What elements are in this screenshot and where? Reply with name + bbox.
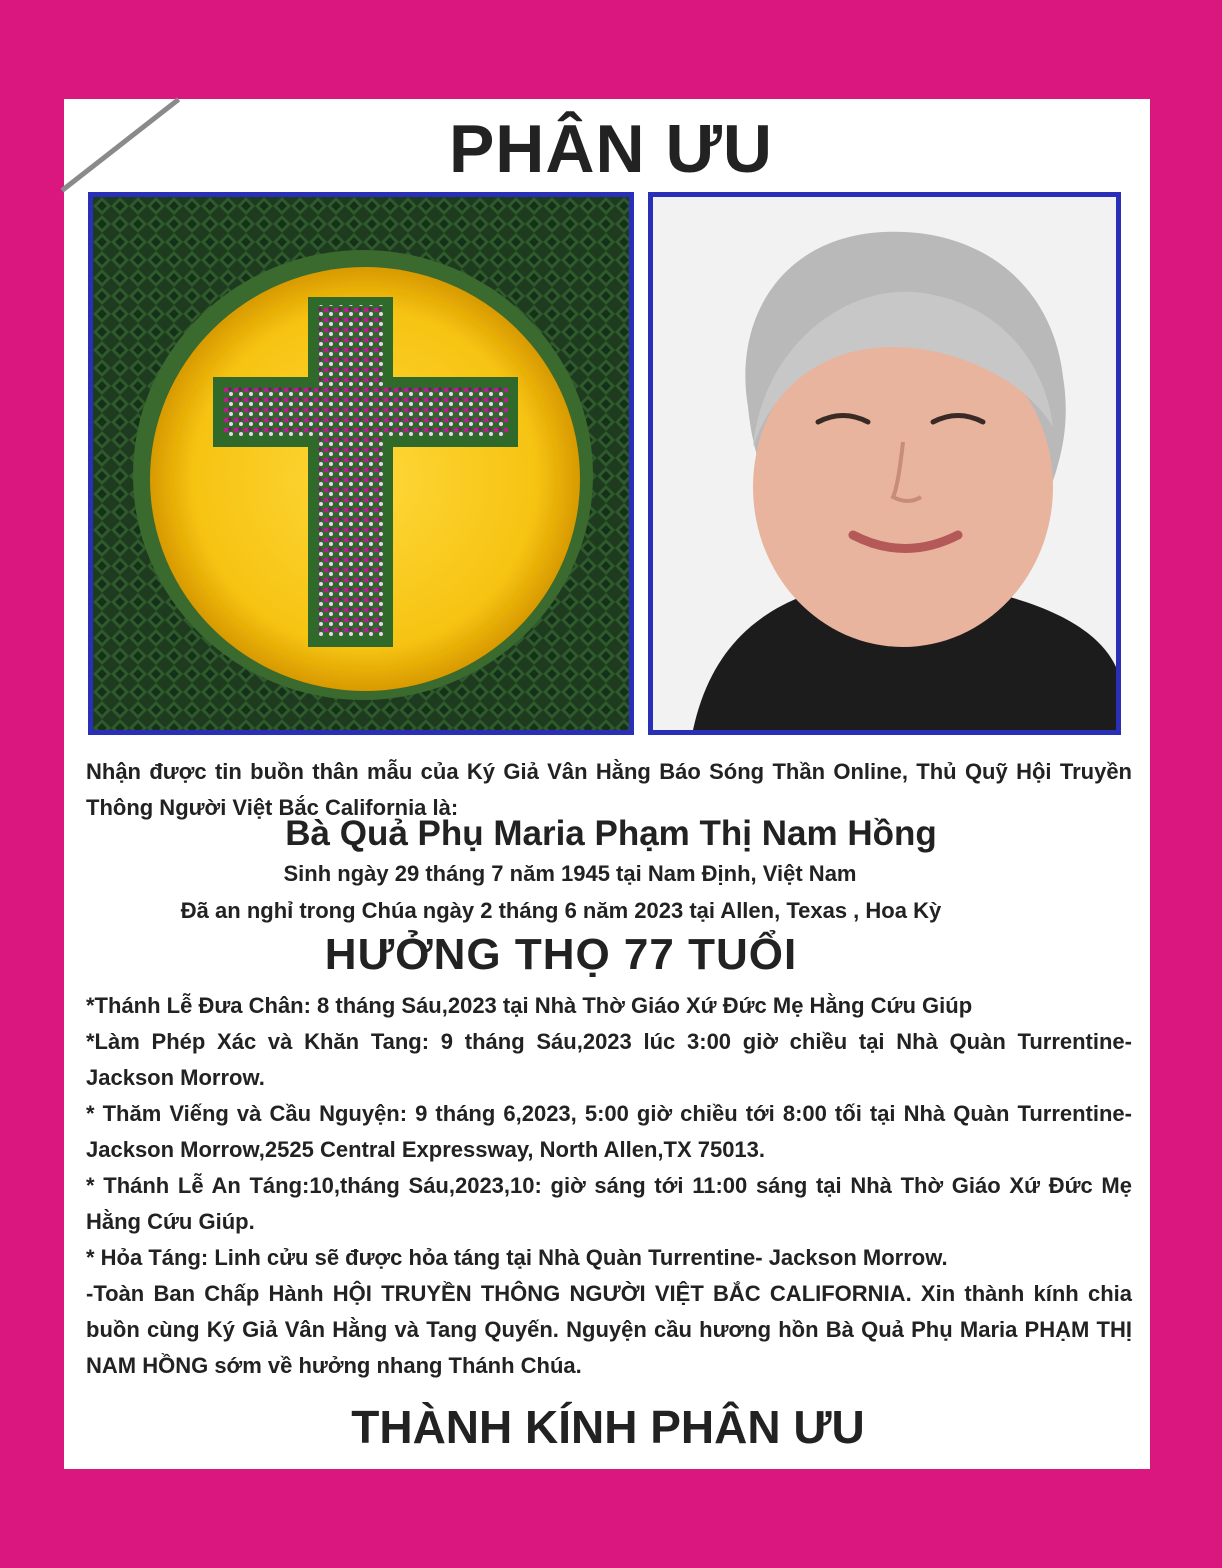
floral-cross-wreath-image [88, 192, 634, 735]
event-item: * Hỏa Táng: Linh cửu sẽ được hỏa táng tại Nhà Quàn Turrentine- Jackson Morrow. [86, 1245, 948, 1270]
event-item: * Thánh Lễ An Táng:10,tháng Sáu,2023,10: giờ sáng tới 11:00 sáng tại Nhà Thờ Giáo Xứ Đức Mẹ Hằng Cứu Giúp. [86, 1173, 1132, 1234]
deceased-name: Bà Quả Phụ Maria Phạm Thị Nam Hồng [285, 814, 937, 853]
closing-heading: THÀNH KÍNH PHÂN ƯU [351, 1401, 865, 1453]
page-title: PHÂN ƯU [448, 111, 774, 187]
portrait-image [648, 192, 1121, 735]
condolence-message: -Toàn Ban Chấp Hành HỘI TRUYỀN THÔNG NGƯỜI VIỆT BẮC CALIFORNIA. Xin thành kính chia buồn cùng Ký Giả Vân Hằng và Tang Quyến. Nguyện cầu hương hồn Bà Quả Phụ Maria PHẠM THỊ NAM HỒNG sớm về hưởng nhang Thánh Chúa. [86, 1281, 1132, 1378]
age-heading: HƯỞNG THỌ 77 TUỔI [324, 930, 798, 979]
event-item: * Thăm Viếng và Cầu Nguyện: 9 tháng 6,2023, 5:00 giờ chiều tới 8:00 tối tại Nhà Quàn Turrentine- Jackson Morrow,2525 Central Expressway, North Allen,TX 75013. [86, 1101, 1132, 1162]
event-item: *Thánh Lễ Đưa Chân: 8 tháng Sáu,2023 tại Nhà Thờ Giáo Xứ Đức Mẹ Hằng Cứu Giúp [86, 993, 973, 1018]
birth-info: Sinh ngày 29 tháng 7 năm 1945 tại Nam Định, Việt Nam [283, 861, 857, 886]
event-item: *Làm Phép Xác và Khăn Tang: 9 tháng Sáu,2023 lúc 3:00 giờ chiều tại Nhà Quàn Turrentine- Jackson Morrow. [86, 1029, 1132, 1090]
event-list [86, 988, 1132, 1384]
intro-text: Nhận được tin buồn thân mẫu của Ký Giả Vân Hằng Báo Sóng Thần Online, Thủ Quỹ Hội Truyền Thông Người Việt Bắc California là: [86, 759, 1132, 820]
death-info: Đã an nghỉ trong Chúa ngày 2 tháng 6 năm 2023 tại Allen, Texas , Hoa Kỳ [180, 898, 942, 923]
